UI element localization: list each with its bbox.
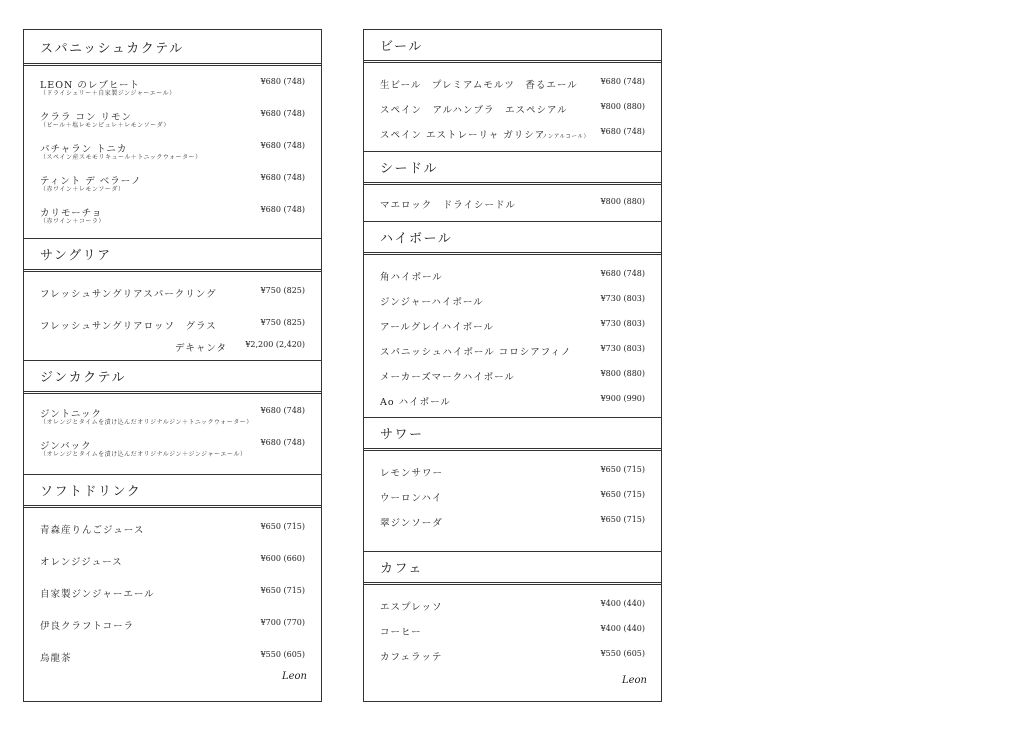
item-name: クララ コン リモン — [40, 112, 133, 123]
item-price: ¥680 (748) — [600, 127, 645, 136]
item-name: エスプレッソ — [380, 602, 443, 613]
leon-signature-logo: Leon — [621, 675, 647, 686]
item-price: ¥650 (715) — [260, 586, 305, 595]
item-name: メーカーズマークハイボール — [380, 372, 515, 383]
leon-signature-logo: Leon — [281, 671, 307, 682]
section-items — [364, 185, 661, 221]
item-price: ¥700 (770) — [260, 618, 305, 627]
item-price: ¥680 (748) — [260, 109, 305, 118]
item-price: ¥680 (748) — [260, 438, 305, 447]
item-name: ティント デ ベラーノ — [40, 176, 142, 187]
item-price: ¥600 (660) — [260, 554, 305, 563]
item-description: （赤ワイン＋コーラ） — [40, 218, 105, 225]
item-price: ¥730 (803) — [600, 319, 645, 328]
item-price: ¥650 (715) — [600, 490, 645, 499]
item-price: ¥650 (715) — [260, 522, 305, 531]
section-items — [24, 394, 321, 474]
item-name: スパニッシュハイボール コロシアフィノ — [380, 347, 572, 358]
item-price: ¥800 (880) — [600, 369, 645, 378]
item-price: ¥750 (825) — [260, 286, 305, 295]
section-items — [24, 508, 321, 701]
item-price: ¥650 (715) — [600, 465, 645, 474]
item-description: （スペイン産スモモリキュール＋トニックウォーター） — [40, 154, 202, 161]
item-price: ¥680 (748) — [260, 205, 305, 214]
section-header — [24, 30, 321, 66]
item-price: ¥750 (825) — [260, 318, 305, 327]
item-name: コーヒー — [380, 627, 422, 638]
section-header — [24, 360, 321, 394]
item-name: デキャンタ — [174, 343, 227, 354]
section-items — [364, 63, 661, 151]
item-name: 伊良クラフトコーラ — [40, 621, 135, 632]
item-price: ¥400 (440) — [600, 624, 645, 633]
item-name: 角ハイボール — [380, 272, 443, 283]
item-name: 翠ジンソーダ — [380, 518, 443, 529]
item-name: LEON のレブヒート — [40, 80, 140, 91]
section-title: ソフトドリンク — [40, 484, 142, 500]
menu-panel-left — [23, 29, 322, 702]
item-price: ¥900 (990) — [600, 394, 645, 403]
item-name: カフェラッテ — [380, 652, 443, 663]
section-title: ビール — [380, 39, 423, 55]
item-price: ¥2,200 (2,420) — [245, 340, 305, 349]
item-name: フレッシュサングリアロッソ グラス — [40, 321, 217, 332]
section-header — [364, 551, 661, 585]
item-price: ¥680 (748) — [600, 77, 645, 86]
section-title: スパニッシュカクテル — [40, 41, 184, 56]
item-price: ¥400 (440) — [600, 599, 645, 608]
item-name: ジンジャーハイボール — [380, 297, 484, 308]
item-price: ¥730 (803) — [600, 344, 645, 353]
item-price: ¥650 (715) — [600, 515, 645, 524]
item-name: カリモーチョ — [40, 208, 103, 219]
item-price: ¥680 (748) — [260, 406, 305, 415]
menu-panel-right — [363, 29, 662, 702]
item-price: ¥550 (605) — [260, 650, 305, 659]
section-header — [364, 151, 661, 185]
section-title: ハイボール — [380, 231, 453, 247]
item-name: 生ビール プレミアムモルツ 香るエール — [380, 80, 578, 91]
section-header — [364, 221, 661, 255]
item-name: ジントニック — [40, 409, 103, 420]
item-name: スペイン アルハンブラ エスペシアル — [380, 105, 568, 116]
item-price: ¥680 (748) — [260, 141, 305, 150]
item-name: アールグレイハイボール — [380, 322, 494, 333]
item-note: （ノンアルコール） — [536, 134, 590, 140]
item-name: オレンジジュース — [40, 557, 123, 568]
item-price: ¥680 (748) — [600, 269, 645, 278]
item-name: マエロック ドライシードル — [380, 200, 517, 211]
item-name: Ao ハイボール — [380, 397, 451, 408]
item-price: ¥680 (748) — [260, 173, 305, 182]
section-title: ジンカクテル — [40, 370, 127, 386]
item-price: ¥550 (605) — [600, 649, 645, 658]
item-description: （オレンジとタイムを漬け込んだオリジナルジン＋ジンジャーエール） — [40, 451, 247, 458]
item-name: ウーロンハイ — [380, 493, 443, 504]
section-header — [364, 417, 661, 451]
item-description: （オレンジとタイムを漬け込んだオリジナルジン＋トニックウォーター） — [40, 419, 253, 426]
section-items — [24, 272, 321, 360]
item-name: パチャラン トニカ — [40, 144, 128, 155]
section-items — [364, 585, 661, 695]
item-name: レモンサワー — [380, 468, 444, 479]
item-name: 烏龍茶 — [40, 653, 72, 664]
section-title: サングリア — [40, 248, 112, 264]
section-items — [24, 66, 321, 238]
item-description: （赤ワイン＋レモンソーダ） — [40, 186, 125, 193]
section-title: シードル — [380, 161, 439, 177]
item-description: （ビール＋塩レモンピュレ＋レモンソーダ） — [40, 122, 170, 129]
item-price: ¥800 (880) — [600, 197, 645, 206]
section-header — [24, 474, 321, 508]
item-price: ¥800 (880) — [600, 102, 645, 111]
section-header — [364, 30, 661, 63]
item-price: ¥680 (748) — [260, 77, 305, 86]
item-name: 自家製ジンジャーエール — [40, 589, 155, 600]
section-title: カフェ — [380, 561, 423, 577]
item-name: スペイン エストレーリャ ガリシア — [380, 130, 546, 141]
section-title: サワー — [380, 427, 424, 443]
item-price: ¥730 (803) — [600, 294, 645, 303]
item-name: ジンバック — [40, 441, 92, 452]
item-name: フレッシュサングリアスパークリング — [40, 289, 217, 300]
item-description: （ドライシェリー＋自家製ジンジャーエール） — [40, 90, 176, 97]
section-items — [364, 255, 661, 417]
section-items — [364, 451, 661, 551]
section-header — [24, 238, 321, 272]
item-name: 青森産りんごジュース — [40, 525, 145, 536]
